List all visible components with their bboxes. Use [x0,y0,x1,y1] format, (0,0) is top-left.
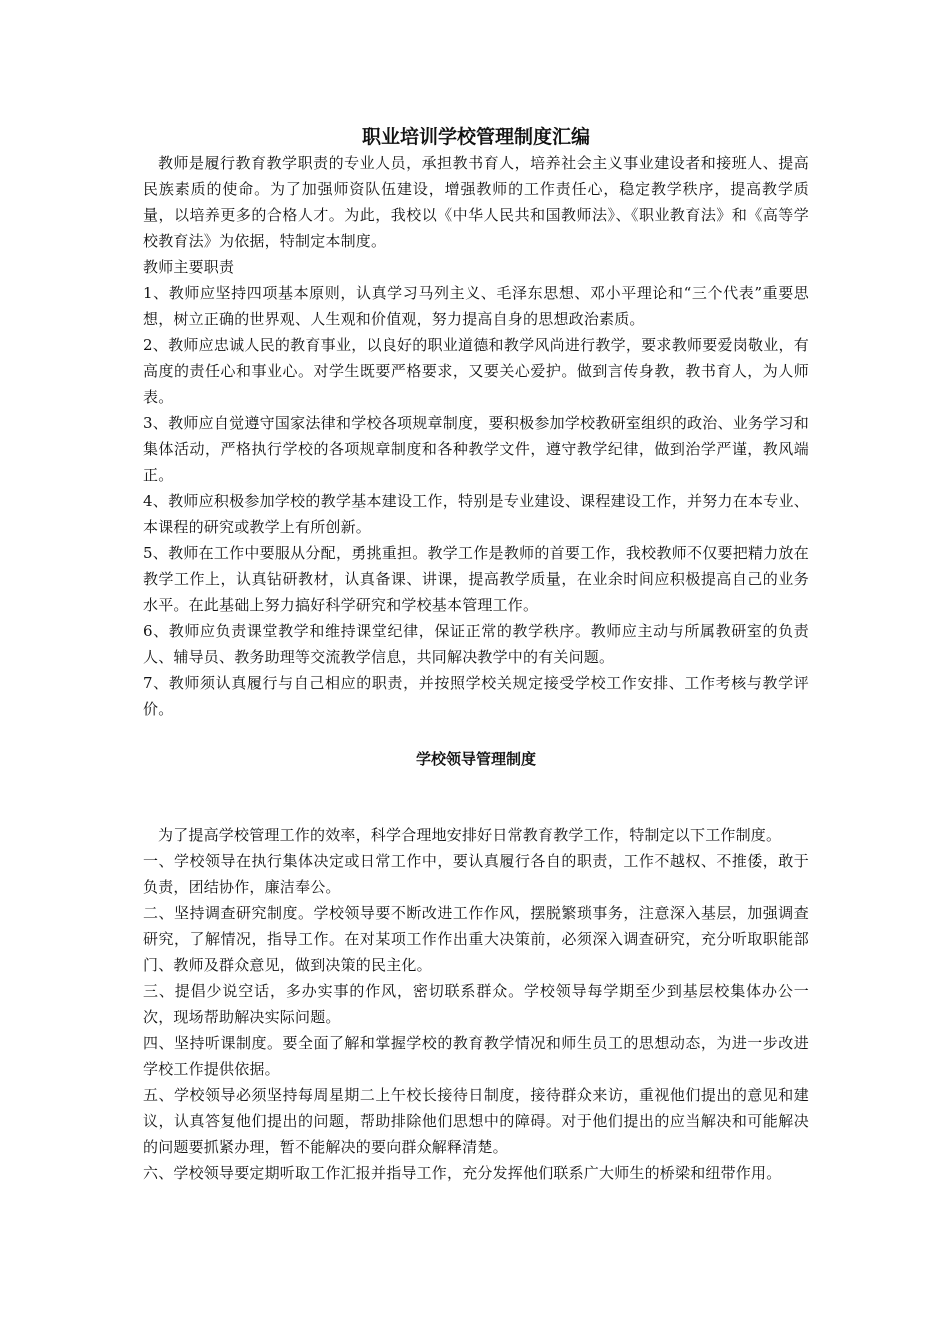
leadership-item-5: 五、学校领导必须坚持每周星期二上午校长接待日制度，接待群众来访，重视他们提出的意见和建议，认真答复他们提出的问题，帮助排除他们思想中的障碍。对于他们提出的应当解决和可能解决的问题要抓紧办理，暂不能解决的要向群众解释清楚。 [143,1086,809,1156]
duty-item-5: 5、教师在工作中要服从分配，勇挑重担。教学工作是教师的首要工作，我校教师不仅要把精力放在教学工作上，认真钻研教材，认真备课、讲课，提高教学质量，在业余时间应积极提高自己的业务水平。在此基础上努力搞好科学研究和学校基本管理工作。 [143,544,809,614]
teacher-duties-section [143,150,809,722]
leadership-item-4: 四、坚持听课制度。要全面了解和掌握学校的教育教学情况和师生员工的思想动态，为进一步改进学校工作提供依据。 [143,1034,809,1078]
leadership-section-title: 学校领导管理制度 [415,750,536,768]
intro-paragraph: 教师是履行教育教学职责的专业人员，承担教书育人，培养社会主义事业建设者和接班人、提高民族素质的使命。为了加强师资队伍建设，增强教师的工作责任心，稳定教学秩序，提高教学质量，以培养更多的合格人才。为此，我校以《中华人民共和国教师法》、《职业教育法》和《高等学校教育法》为依据，特制定本制度。 [143,154,809,250]
duty-item-7: 7、教师须认真履行与自己相应的职责，并按照学校关规定接受学校工作安排、工作考核与教学评价。 [143,674,809,718]
leadership-item-1: 一、学校领导在执行集体决定或日常工作中，要认真履行各自的职责，工作不越权、不推倭，敢于负责，团结协作，廉洁奉公。 [143,852,809,896]
leadership-intro-paragraph: 为了提高学校管理工作的效率，科学合理地安排好日常教育教学工作，特制定以下工作制度。 [158,826,782,844]
leadership-item-3: 三、提倡少说空话，多办实事的作风，密切联系群众。学校领导每学期至少到基层校集体办公一次，现场帮助解决实际问题。 [143,982,809,1026]
document-title: 职业培训学校管理制度汇编 [361,126,590,148]
leadership-item-6: 六、学校领导要定期听取工作汇报并指导工作，充分发挥他们联系广大师生的桥梁和纽带作用。 [143,1164,782,1182]
duty-item-1: 1、教师应坚持四项基本原则，认真学习马列主义、毛泽东思想、邓小平理论和“三个代表”重要思想，树立正确的世界观、人生观和价值观，努力提高自身的思想政治素质。 [143,284,809,328]
duty-item-3: 3、教师应自觉遵守国家法律和学校各项规章制度，要积极参加学校教研室组织的政治、业务学习和集体活动，严格执行学校的各项规章制度和各种教学文件，遵守教学纪律，做到治学严谨，教风端正。 [143,414,809,484]
section-heading-teacher-duties: 教师主要职责 [143,258,235,276]
duty-item-6: 6、教师应负责课堂教学和维持课堂纪律，保证正常的教学秩序。教师应主动与所属教研室的负责人、辅导员、教务助理等交流教学信息，共同解决教学中的有关问题。 [143,622,809,666]
duty-item-2: 2、教师应忠诚人民的教育事业，以良好的职业道德和教学风尚进行教学，要求教师要爱岗敬业，有高度的责任心和事业心。对学生既要严格要求，又要关心爱护。做到言传身教，教书育人，为人师表。 [143,336,809,406]
leadership-section [143,822,809,1186]
duty-item-4: 4、教师应积极参加学校的教学基本建设工作，特别是专业建设、课程建设工作，并努力在本专业、本课程的研究或教学上有所创新。 [143,492,809,536]
leadership-item-2: 二、坚持调查研究制度。学校领导要不断改进工作作风，摆脱繁琐事务，注意深入基层，加强调查研究，了解情况，指导工作。在对某项工作作出重大决策前，必须深入调查研究，充分听取职能部门、教师及群众意见，做到决策的民主化。 [143,904,809,974]
